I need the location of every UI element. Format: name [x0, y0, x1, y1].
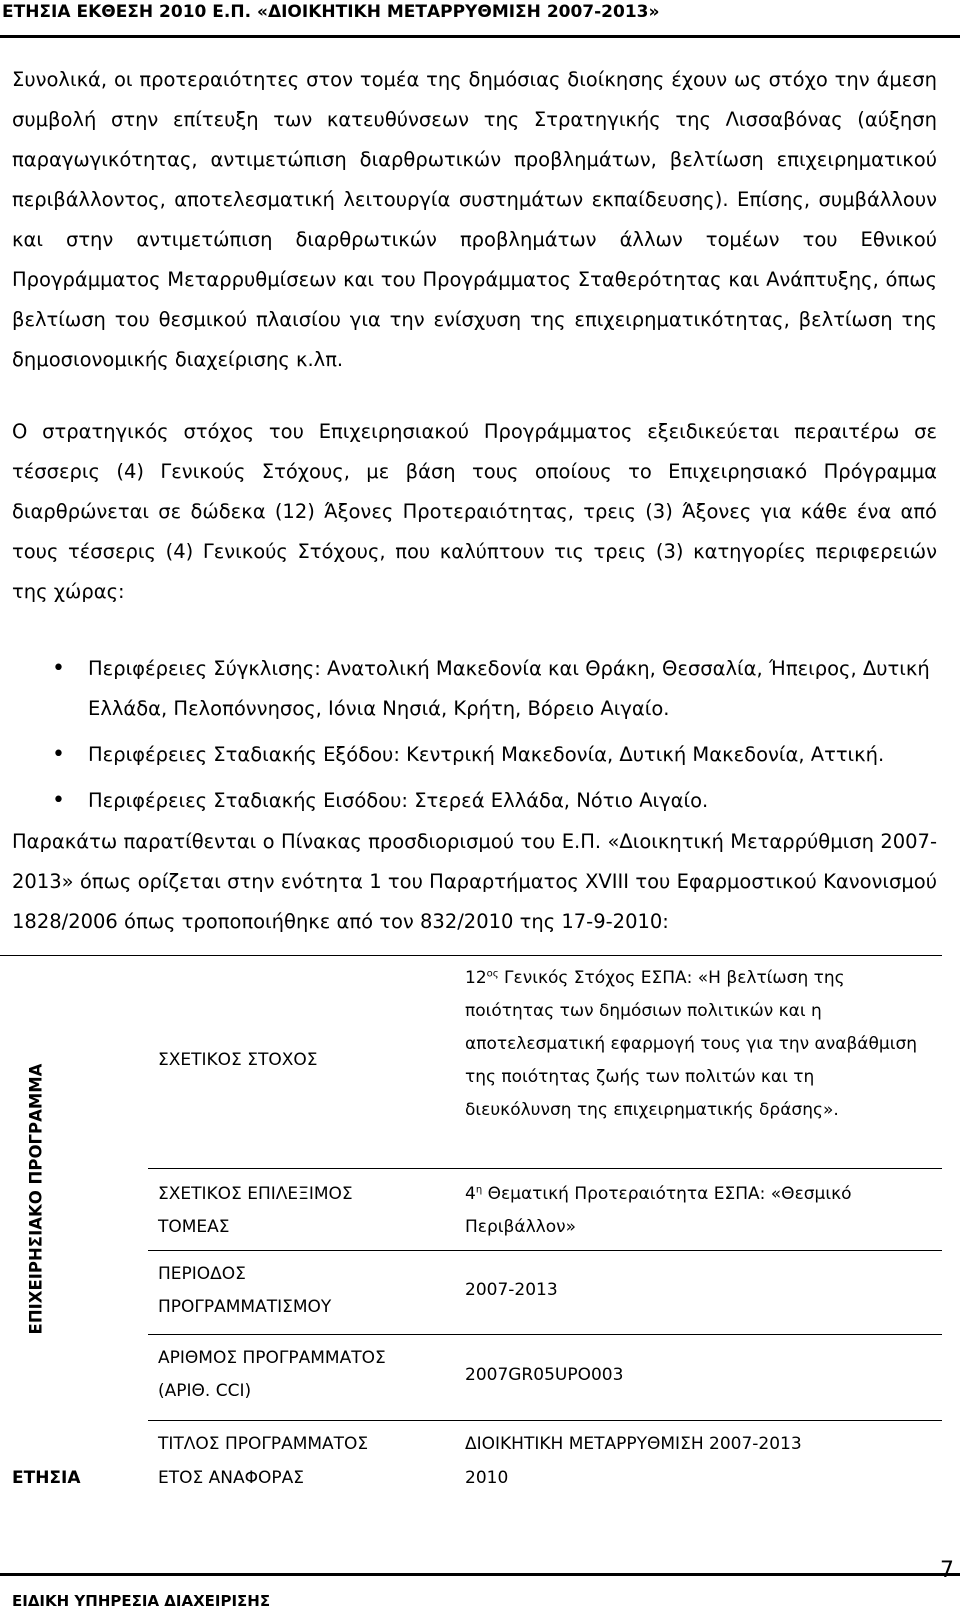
row-divider [148, 1420, 942, 1421]
page-footer [0, 1558, 960, 1613]
list-item-text: Περιφέρειες Σύγκλισης: Ανατολική Μακεδονία και Θράκη, Θεσσαλία, Ήπειρος, Δυτική Ελλάδα, Πελοπόννησος, Ιόνια Νησιά, Κρήτη, Βόρειο Αιγαίο. [88, 657, 930, 720]
paragraph-table-intro: Παρακάτω παρατίθενται ο Πίνακας προσδιορισμού του Ε.Π. «Διοικητική Μεταρρύθμιση 2007-2013» όπως ορίζεται στην ενότητα 1 του Παραρτήματος XVIII του Εφαρμοστικού Κανονισμού 1828/2006 όπως τροποποιήθηκε από τον 832/2010 της 17-9-2010: [12, 830, 937, 933]
programme-title-label: ΤΙΤΛΟΣ ΠΡΟΓΡΑΜΜΑΤΟΣ [158, 1434, 369, 1454]
list-item [52, 649, 940, 729]
row-divider [148, 1250, 942, 1251]
reporting-year-value: 2010 [465, 1468, 509, 1488]
bullet-icon: • [52, 742, 65, 767]
sector-label: ΣΧΕΤΙΚΟΣ ΕΠΙΛΕΞΙΜΟΣ ΤΟΜΕΑΣ [158, 1184, 353, 1237]
paragraph-strategic-goal: Ο στρατηγικός στόχος του Επιχειρησιακού Προγράμματος εξειδικεύεται περαιτέρω σε τέσσερις (4) Γενικούς Στόχους, με βάση τους οποίους το Επιχειρησιακό Πρόγραμμα διαρθρώνεται σε δώδεκα (12) Άξονες Προτεραιότητας, τρεις (3) Άξονες για κάθε ένα από τους τέσσερις (4) Γενικούς Στόχους, που καλύπτουν τις τρεις (3) κατηγορίες περιφερειών της χώρας: [12, 420, 937, 603]
period-value: 2007-2013 [465, 1280, 558, 1300]
reporting-year-label: ΕΤΟΣ ΑΝΑΦΟΡΑΣ [158, 1468, 305, 1488]
list-item [52, 781, 940, 821]
sector-value: $4^\eta$ Θεματική Προτεραιότητα ΕΣΠΑ: «Θεσμικό Περιβάλλον» [465, 1184, 852, 1237]
row-divider [148, 1334, 942, 1335]
bullet-icon: • [52, 788, 65, 813]
period-label: ΠΕΡΙΟΔΟΣ ΠΡΟΓΡΑΜΜΑΤΙΣΜΟΥ [158, 1264, 332, 1317]
list-item [52, 735, 940, 775]
annual-label: ΕΤΗΣΙΑ [12, 1468, 81, 1488]
goal-value: $12^{o\varsigma}$ Γενικός Στόχος ΕΣΠΑ: «Η βελτίωση της ποιότητας των δημόσιων πολιτικών και η αποτελεσματική εφαρμογή τους για την αναβάθμιση της ποιότητας ζωής των πολιτών και τη διευκόλυνση της επιχειρηματικής δράσης». [465, 968, 918, 1120]
list-item-text: Περιφέρειες Σταδιακής Εξόδου: Κεντρική Μακεδονία, Δυτική Μακεδονία, Αττική. [88, 743, 885, 766]
bullet-icon: • [52, 656, 65, 681]
cci-value: 2007GR05UPO003 [465, 1365, 624, 1385]
row-divider [148, 1168, 942, 1169]
programme-title-value: ΔΙΟΙΚΗΤΙΚΗ ΜΕΤΑΡΡΥΘΜΙΣΗ 2007-2013 [465, 1434, 802, 1454]
cci-label: ΑΡΙΘΜΟΣ ΠΡΟΓΡΑΜΜΑΤΟΣ (ΑΡΙΘ. CCI) [158, 1348, 386, 1401]
footer-authority: ΕΙΔΙΚΗ ΥΠΗΡΕΣΙΑ ΔΙΑΧΕΙΡΙΣΗΣ [12, 1592, 271, 1610]
regions-list [52, 649, 940, 827]
list-item-text: Περιφέρειες Σταδιακής Εισόδου: Στερεά Ελλάδα, Νότιο Αιγαίο. [88, 789, 709, 812]
vertical-programme-label: ΕΠΙΧΕΙΡΗΣΙΑΚΟ ΠΡΟΓΡΑΜΜΑ [26, 1063, 46, 1335]
page-header [0, 0, 960, 38]
goal-label: ΣΧΕΤΙΚΟΣ ΣΤΟΧΟΣ [158, 1050, 318, 1070]
paragraph-priorities: Συνολικά, οι προτεραιότητες στον τομέα της δημόσιας διοίκησης έχουν ως στόχο την άμεση συμβολή στην επίτευξη των κατευθύνσεων της Στρατηγικής της Λισσαβόνας (αύξηση παραγωγικότητας, αντιμετώπιση διαρθρωτικών προβλημάτων, βελτίωση επιχειρηματικού περιβάλλοντος, αποτελεσματική λειτουργία συστημάτων εκπαίδευσης). Επίσης, συμβάλλουν και στην αντιμετώπιση διαρθρωτικών προβλημάτων άλλων τομέων του Εθνικού Προγράμματος Μεταρρυθμίσεων και του Προγράμματος Σταθερότητας και Ανάπτυξης, όπως βελτίωση του θεσμικού πλαισίου για την ενίσχυση της επιχειρηματικότητας, βελτίωση της δημοσιονομικής διαχείρισης κ.λπ. [12, 68, 937, 371]
page-number: 7 [940, 1558, 954, 1583]
header-title: ΕΤΗΣΙΑ ΕΚΘΕΣΗ 2010 Ε.Π. «ΔΙΟΙΚΗΤΙΚΗ ΜΕΤΑΡΡΥΘΜΙΣΗ 2007-2013» [2, 2, 660, 22]
